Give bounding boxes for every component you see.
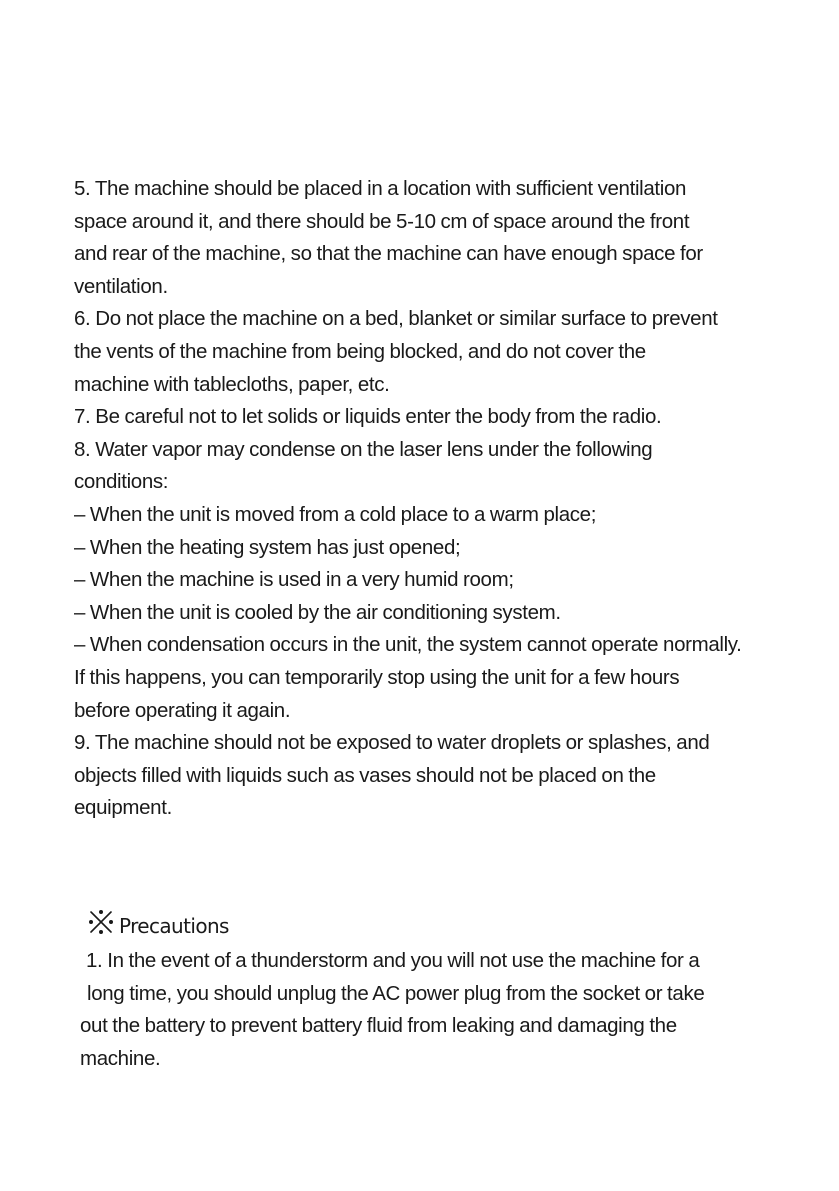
- text-line: objects filled with liquids such as vases should not be placed on the: [74, 763, 656, 787]
- text-line: – When condensation occurs in the unit, the system cannot operate normally.: [74, 633, 742, 657]
- text-line: – When the heating system has just opened;: [74, 535, 461, 559]
- text-line: out the battery to prevent battery fluid from leaking and damaging the: [80, 1014, 677, 1038]
- precautions-title: Precautions: [119, 914, 229, 938]
- text-line: machine with tablecloths, paper, etc.: [74, 372, 390, 396]
- text-line: equipment.: [74, 796, 172, 820]
- text-line: 5. The machine should be placed in a location with sufficient ventilation: [74, 177, 687, 200]
- text-line: If this happens, you can temporarily stop using the unit for a few hours: [74, 665, 680, 689]
- text-line: long time, you should unplug the AC power plug from the socket or take: [87, 981, 705, 1005]
- text-line: machine.: [80, 1046, 161, 1070]
- text-line: 9. The machine should not be exposed to water droplets or splashes, and: [74, 731, 710, 755]
- text-line: conditions:: [74, 470, 169, 494]
- text-line: space around it, and there should be 5-10 cm of space around the front: [74, 209, 690, 233]
- text-line: – When the unit is cooled by the air conditioning system.: [74, 600, 561, 624]
- text-line: 7. Be careful not to let solids or liquids enter the body from the radio.: [74, 405, 662, 429]
- text-line: – When the unit is moved from a cold place to a warm place;: [74, 502, 597, 526]
- reference-mark-icon: [86, 907, 116, 937]
- text-line: the vents of the machine from being blocked, and do not cover the: [74, 339, 646, 363]
- text-line: 8. Water vapor may condense on the laser lens under the following: [74, 437, 653, 461]
- text-line: and rear of the machine, so that the machine can have enough space for: [74, 242, 703, 266]
- precautions-heading: [86, 907, 229, 937]
- text-line: 1. In the event of a thunderstorm and you will not use the machine for a: [86, 949, 700, 972]
- text-line: – When the machine is used in a very humid room;: [74, 568, 514, 592]
- text-line: 6. Do not place the machine on a bed, blanket or similar surface to prevent: [74, 307, 718, 331]
- precautions-text: [80, 945, 704, 1075]
- text-line: ventilation.: [74, 274, 168, 298]
- text-line: before operating it again.: [74, 698, 291, 722]
- instructions-text: [74, 173, 742, 825]
